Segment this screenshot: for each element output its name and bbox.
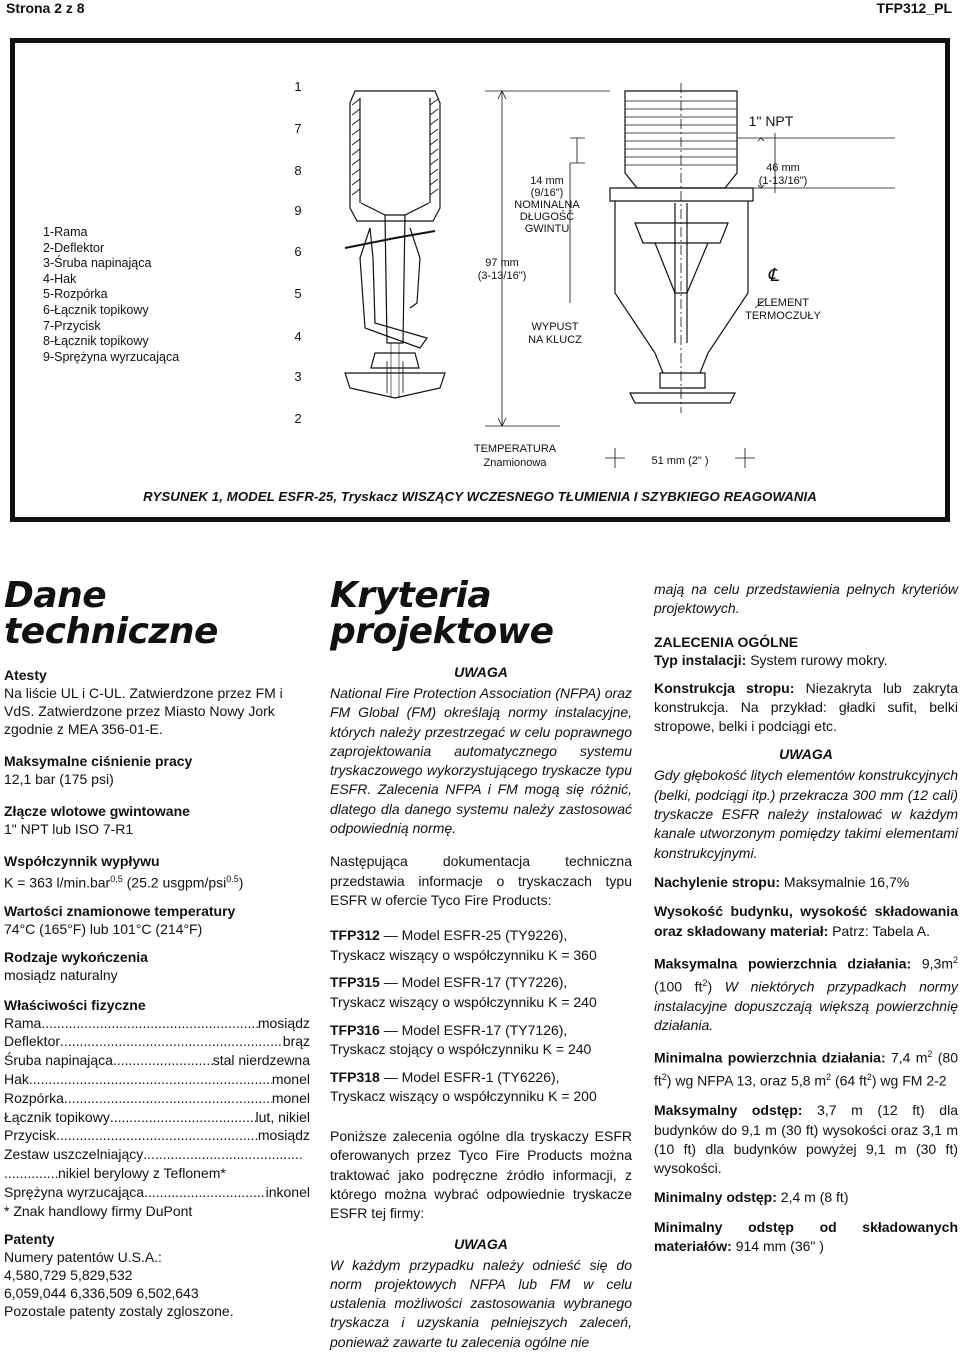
materials-list <box>4 1014 310 1202</box>
approvals-text: Na liście UL i C-UL. Zatwierdzone przez FM i VdS. Zatwierdzone przez Miasto Nowy Jork zgodnie z MEA 356-01-E. <box>4 685 283 737</box>
callout-5: 5 <box>294 286 302 301</box>
section-title: Dane techniczne <box>4 575 218 652</box>
list-item: Przycisk ..... mosiądz <box>4 1126 310 1145</box>
install-type: Typ instalacji: System rurowy mokry. <box>654 651 888 668</box>
list-item: Sprężyna wyrzucająca ..... inkonel <box>4 1183 310 1202</box>
temp-label-line1: TEMPERATURA <box>473 443 557 455</box>
dim-14-line5: GWINTU <box>524 223 570 235</box>
legend-item: 1-Rama <box>43 225 88 239</box>
legend-item: 7-Przycisk <box>43 318 101 333</box>
recommendations-column <box>654 580 958 1256</box>
min-area: Minimalna powierzchnia działania: 7,4 $m^2$ (80 $ft^2$) wg NFPA 13, oraz 5,8 $m^2$ (64 $ft^2$) wg FM 2-2 <box>654 1049 959 1089</box>
figure-frame <box>10 38 950 522</box>
technical-data-column <box>4 575 310 1320</box>
design-criteria-column <box>330 575 632 1352</box>
page-number: Strona 2 z 8 <box>6 0 85 16</box>
ceiling-slope: Nachylenie stropu: Maksymalnie 16,7% <box>654 873 910 890</box>
dim-46-line1: 46 mm <box>766 162 800 174</box>
parts-legend <box>43 225 179 365</box>
list-item: ..... nikiel berylowy z Teflonem* <box>4 1164 310 1183</box>
min-storage-clearance: Minimalny odstęp od składowanych materiałów: 914 mm (36" ) <box>654 1218 958 1255</box>
dim-14-line3: NOMINALNA <box>514 199 580 211</box>
finish-text: mosiądz naturalny <box>4 966 118 983</box>
list-item: Zestaw uszczelniający ..... <box>4 1145 304 1164</box>
dim-14-line4: DŁUGOŚĆ <box>519 211 575 223</box>
callout-6: 6 <box>294 244 302 259</box>
min-spacing: Minimalny odstęp: 2,4 m (8 ft) <box>654 1189 849 1206</box>
figure-caption: RYSUNEK 1, MODEL ESFR-25, Tryskacz WISZĄCY WCZESNEGO TŁUMIENIA I SZYBKIEGO REAGOWANIA <box>143 489 817 504</box>
element-line2: TERMOCZUŁY <box>745 310 821 322</box>
frame-section <box>350 91 440 221</box>
patents-line: 6,059,044 6,336,509 6,502,643 <box>4 1284 199 1301</box>
callout-3: 3 <box>294 369 302 384</box>
ceiling-construction: Konstrukcja stropu: Niezakryta lub zakryta konstrukcja. Na przykład: gładki sufit, belki stropowe, belki i podciągi etc. <box>654 679 958 735</box>
model-entry: TFP318 — Model ESFR-1 (TY6226), Tryskacz wiszący o współczynniku K = 200 <box>330 1068 597 1105</box>
frame-arms <box>615 201 748 373</box>
wrench-flat-line1: WYPUST <box>531 321 579 333</box>
legend-item: 3-Śruba napinająca <box>43 256 152 271</box>
list-item: Rozpórka ..... monel <box>4 1089 310 1108</box>
note-heading: UWAGA <box>454 1235 508 1252</box>
list-item: Deflektor ..... brąz <box>4 1032 310 1051</box>
max-area: Maksymalna powierzchnia działania: $9,3m^2$ (100 $ft^2$) W niektórych przypadkach normy instalacyjne dopuszczają większą powierzchnię działania. <box>654 954 958 1034</box>
patents-line: Pozostale patenty zostaly zgloszone. <box>4 1302 234 1319</box>
list-item: Śruba napinająca ..... stal nierdzewna <box>4 1051 310 1070</box>
model-entry: TFP316 — Model ESFR-17 (TY7126), Tryskacz stojący o współczynniku K = 240 <box>330 1021 592 1058</box>
legend-item: 2-Deflektor <box>43 240 105 255</box>
dim-97-line2: (3-13/16") <box>477 270 527 282</box>
npt-label: 1" NPT <box>748 113 794 129</box>
patents-label: Patenty <box>4 1230 55 1247</box>
note-text: W każdym przypadku należy odnieść się do norm projektowych NFPA lub FM w celu ustalenia możliwości zastosowania wybranego tryskacza i uzyskania pełniejszych zaleceń, ponieważ zawarte tu zalecenia ogólne nie <box>330 1256 632 1350</box>
callout-7: 7 <box>294 121 302 136</box>
legend-item: 8-Łącznik topikowy <box>43 334 149 349</box>
note-text: National Fire Protection Association (NFPA) oraz FM Global (FM) określają normy instalacyjne, których należy przestrzegać w celu poprawnego zaprojektowania automatycznego systemu tryskaczowego wykorzystującego tryskacze typu ESFR. Zalecenia NFPA i FM mogą się różnić, dlatego dla danego systemu należy zastosować odpowiednią normę. <box>330 685 632 837</box>
list-item: Rama ..... mosiądz <box>4 1014 310 1033</box>
section-title: Kryteria projektowe <box>330 575 554 652</box>
legend-item: 9-Sprężyna wyrzucająca <box>43 349 180 364</box>
hook-left <box>360 228 427 348</box>
general-heading: ZALECENIA OGÓLNE <box>654 633 799 650</box>
deflector-section <box>345 373 445 398</box>
intro-paragraph: Następująca dokumentacja techniczna przedstawia informacje o tryskaczach typu ESFR w ofercie Tyco Fire Products: <box>330 853 632 908</box>
inlet-label: Złącze wlotowe gwintowane <box>4 803 190 819</box>
k-factor-text: K = 363 l/min.bar$^{0,5}$ (25.2 usgpm/psi$^{0.5}$) <box>4 874 244 891</box>
element-line1: ELEMENT <box>757 297 809 309</box>
note-heading: UWAGA <box>454 664 508 680</box>
note-text: Gdy głębokość litych elementów konstrukcyjnych (belki, podciągi itp.) przekracza 300 mm (12 cali) tryskacze ESFR należy instalować w każdym kanale utworzonym pomiędzy takimi elementami konstrukcyjnymi. <box>654 767 958 861</box>
page-header <box>0 0 960 22</box>
dim-51: 51 mm (2" ) <box>651 455 709 467</box>
temp-label-line2: Znamionowa <box>483 457 547 469</box>
temp-text: 74°C (165°F) lub 101°C (214°F) <box>4 920 203 937</box>
k-factor-label: Współczynnik wypływu <box>4 853 160 869</box>
legend-item: 5-Rozpórka <box>43 287 108 302</box>
general-paragraph: Poniższe zalecenia ogólne dla tryskaczy ESFR oferowanych przez Tyco Fire Products można traktować jako podręczne źródło informacji, z którego można wybrać odpowiednie tryskacze ESFR tej firmy: <box>330 1128 632 1222</box>
list-item: Hak ..... monel <box>4 1070 310 1089</box>
model-entry: TFP315 — Model ESFR-17 (TY7226), Tryskacz wiszący o współczynniku K = 240 <box>330 974 597 1011</box>
building-height: Wysokość budynku, wysokość składowania oraz składowany materiał: Patrz: Tabela A. <box>654 903 958 939</box>
list-item: Łącznik topikowy ..... lut, nikiel <box>4 1108 310 1127</box>
document-id: TFP312_PL <box>876 0 952 16</box>
legend-item: 4-Hak <box>43 271 77 286</box>
dim-14-line1: 14 mm <box>530 175 564 187</box>
legend-item: 6-Łącznik topikowy <box>43 302 149 317</box>
physical-label: Właściwości fizyczne <box>4 996 146 1013</box>
pressure-label: Maksymalne ciśnienie pracy <box>4 753 193 769</box>
dim-14-line2: (9/16") <box>530 187 564 199</box>
finish-label: Rodzaje wykończenia <box>4 948 148 965</box>
patents-line: Numery patentów U.S.A.: <box>4 1248 162 1265</box>
model-entry: TFP312 — Model ESFR-25 (TY9226), Tryskacz wiszący o współczynniku K = 360 <box>330 927 597 963</box>
footnote: * Znak handlowy firmy DuPont <box>4 1202 193 1219</box>
callout-1: 1 <box>294 79 302 94</box>
callout-9: 9 <box>294 203 302 218</box>
callout-2: 2 <box>294 411 302 426</box>
dim-97-line1: 97 mm <box>485 257 519 269</box>
centerline-symbol: ℄ <box>767 265 779 285</box>
inlet-text: 1" NPT lub ISO 7-R1 <box>4 821 134 837</box>
callout-4: 4 <box>294 329 302 344</box>
callout-8: 8 <box>294 163 302 178</box>
patents-line: 4,580,729 5,829,532 <box>4 1266 133 1283</box>
pressure-text: 12,1 bar (175 psi) <box>4 771 114 787</box>
dim-46-line2: (1-13/16") <box>758 175 808 187</box>
note-heading: UWAGA <box>779 746 833 763</box>
max-spacing: Maksymalny odstęp: 3,7 m (12 ft) dla budynków do 9,1 m (30 ft) wysokości oraz 3,1 m (10 ft) dla budynków powyżej 9,1 m (30 ft) wysokości. <box>654 1102 958 1177</box>
wrench-flat-line2: NA KLUCZ <box>528 334 582 346</box>
approvals-label: Atesty <box>4 667 47 683</box>
continued-note: mają na celu przedstawienia pełnych kryteriów projektowych. <box>654 581 958 617</box>
deflector-exterior <box>630 393 735 403</box>
temp-label: Wartości znamionowe temperatury <box>4 902 236 919</box>
